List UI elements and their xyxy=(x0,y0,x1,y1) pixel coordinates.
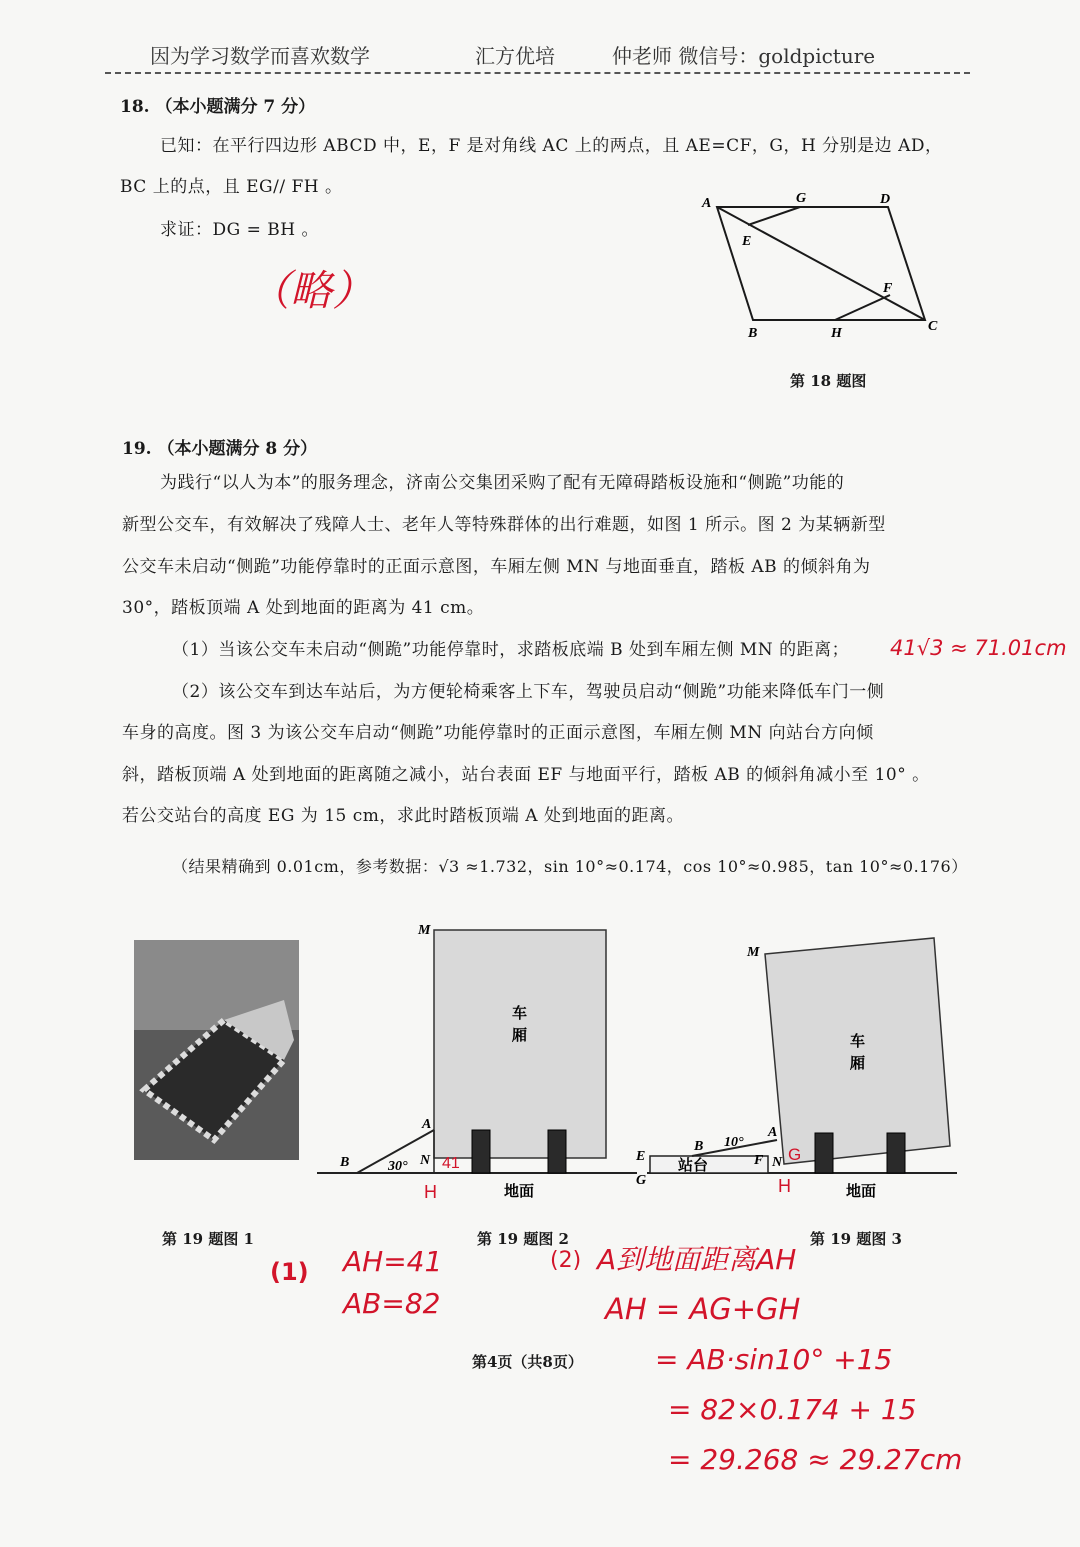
q19-part2-line4: 若公交站台的高度 EG 为 15 cm，求此时踏板顶端 A 处到地面的距离。 xyxy=(122,806,684,826)
hw-p2-line3: = 82×0.174 + 15 xyxy=(668,1393,917,1426)
fig2-b: B xyxy=(340,1155,350,1170)
point-c: C xyxy=(928,319,938,334)
q19-number: 19. （本小题满分 8 分） xyxy=(122,439,318,459)
fig2-m: M xyxy=(418,923,431,938)
q18-figure-caption: 第 18 题图 xyxy=(790,372,867,390)
q19-part1-answer: 41√3 ≈ 71.01cm xyxy=(890,636,1067,660)
wheel-left xyxy=(815,1133,833,1173)
q18-handwritten: （略） xyxy=(248,266,375,315)
q19-line3: 公交车未启动“侧跪”功能停靠时的正面示意图，车厢左侧 MN 与地面垂直，踏板 AB 的倾斜角为 xyxy=(122,557,871,577)
q19-part2-line3: 斜，踏板顶端 A 处到地面的距离随之减小，站台表面 EF 与地面平行，踏板 AB 的倾斜角减小至 10° 。 xyxy=(122,765,930,785)
fig2-car-1: 车 xyxy=(512,1004,528,1022)
fig3-car-2: 厢 xyxy=(850,1054,866,1072)
segment-eg xyxy=(748,207,800,225)
q19-part2-line2: 车身的高度。图 3 为该公交车启动“侧跪”功能停靠时的正面示意图，车厢左侧 MN 向站台方向倾 xyxy=(122,723,874,743)
point-f: F xyxy=(883,281,893,296)
wheel-right xyxy=(887,1133,905,1173)
point-d: D xyxy=(880,192,891,207)
point-e: E xyxy=(742,234,752,249)
segment-fh xyxy=(835,295,890,320)
point-b: B xyxy=(748,326,758,341)
point-a: A xyxy=(702,196,712,211)
page-number: 第4页（共8页） xyxy=(472,1353,583,1371)
q18-line1: 已知：在平行四边形 ABCD 中，E，F 是对角线 AC 上的两点，且 AE=CF，G，H 分别是边 AD， xyxy=(160,136,943,156)
wheel-left xyxy=(472,1130,490,1173)
fig3-a: A xyxy=(768,1125,778,1140)
fig2-car-2: 厢 xyxy=(512,1026,528,1044)
fig3-angle: 10° xyxy=(724,1135,744,1150)
fig3-red-g: G xyxy=(788,1145,802,1164)
point-g: G xyxy=(796,191,807,206)
q18-number: 18. （本小题满分 7 分） xyxy=(120,97,316,117)
q18-line2: BC 上的点，且 EG// FH 。 xyxy=(120,177,343,197)
fig2-n: N xyxy=(420,1153,431,1168)
q19-line2: 新型公交车，有效解决了残障人士、老年人等特殊群体的出行难题，如图 1 所示。图 2 为某辆新型 xyxy=(122,515,886,535)
q19-fig3-caption: 第 19 题图 3 xyxy=(810,1230,902,1248)
q18-prove: 求证：DG = BH 。 xyxy=(160,220,319,240)
fig2-angle: 30° xyxy=(388,1159,408,1174)
q19-part2-line1: （2）该公交车到达车站后，为方便轮椅乘客上下车，驾驶员启动“侧跪”功能来降低车门一侧 xyxy=(172,682,885,702)
q19-fig2-caption: 第 19 题图 2 xyxy=(477,1230,569,1248)
fig2-red-h: H xyxy=(424,1182,437,1202)
hw-p1-line2: AB=82 xyxy=(343,1287,441,1320)
car-body-tilted xyxy=(765,938,950,1164)
q19-fig1-photo xyxy=(134,940,299,1160)
q19-fig3 xyxy=(632,928,962,1203)
fig2-red-41: 41 xyxy=(442,1155,460,1172)
header-left: 因为学习数学而喜欢数学 xyxy=(150,44,370,68)
fig3-car-1: 车 xyxy=(850,1032,866,1050)
fig3-m: M xyxy=(747,945,760,960)
hw-p2-line1: AH = AG+GH xyxy=(605,1292,801,1326)
hw-p1-line1: AH=41 xyxy=(343,1245,443,1278)
q19-line4: 30°，踏板顶端 A 处到地面的距离为 41 cm。 xyxy=(122,598,485,618)
hw-p2-title: A到地面距离AH xyxy=(597,1243,797,1276)
fig3-platform: 站台 xyxy=(678,1156,709,1174)
q19-note: （结果精确到 0.01cm，参考数据：√3 ≈1.732，sin 10°≈0.174，cos 10°≈0.985，tan 10°≈0.176） xyxy=(172,857,968,876)
hw-p1-label: (1) xyxy=(270,1258,309,1286)
fig3-f: F xyxy=(754,1153,764,1168)
platform xyxy=(650,1156,768,1173)
q18-figure xyxy=(690,185,950,350)
header-divider xyxy=(105,72,970,74)
q19-fig1-caption: 第 19 题图 1 xyxy=(162,1230,254,1248)
fig3-n: N xyxy=(772,1155,783,1170)
hw-p2-line2: = AB·sin10° +15 xyxy=(655,1343,893,1376)
fig3-e: E xyxy=(636,1149,646,1164)
q19-fig2 xyxy=(312,918,642,1203)
fig3-ground: 地面 xyxy=(846,1182,877,1200)
q19-part1: （1）当该公交车未启动“侧跪”功能停靠时，求踏板底端 B 处到车厢左侧 MN 的距离； xyxy=(172,640,850,660)
hw-p2-label: (2) xyxy=(550,1248,582,1273)
header-right: 仲老师 微信号：goldpicture xyxy=(612,44,876,68)
fig3-g: G xyxy=(636,1173,647,1188)
car-body xyxy=(434,930,606,1158)
wheel-right xyxy=(548,1130,566,1173)
fig3-b: B xyxy=(694,1139,704,1154)
point-h: H xyxy=(831,326,842,341)
fig2-a: A xyxy=(422,1117,432,1132)
fig2-ground: 地面 xyxy=(504,1182,535,1200)
header-center: 汇方优培 xyxy=(475,44,555,68)
hw-p2-line4: = 29.268 ≈ 29.27cm xyxy=(668,1443,963,1476)
q19-line1: 为践行“以人为本”的服务理念，济南公交集团采购了配有无障碍踏板设施和“侧跪”功能的 xyxy=(160,473,845,493)
fig3-red-h: H xyxy=(778,1176,791,1196)
